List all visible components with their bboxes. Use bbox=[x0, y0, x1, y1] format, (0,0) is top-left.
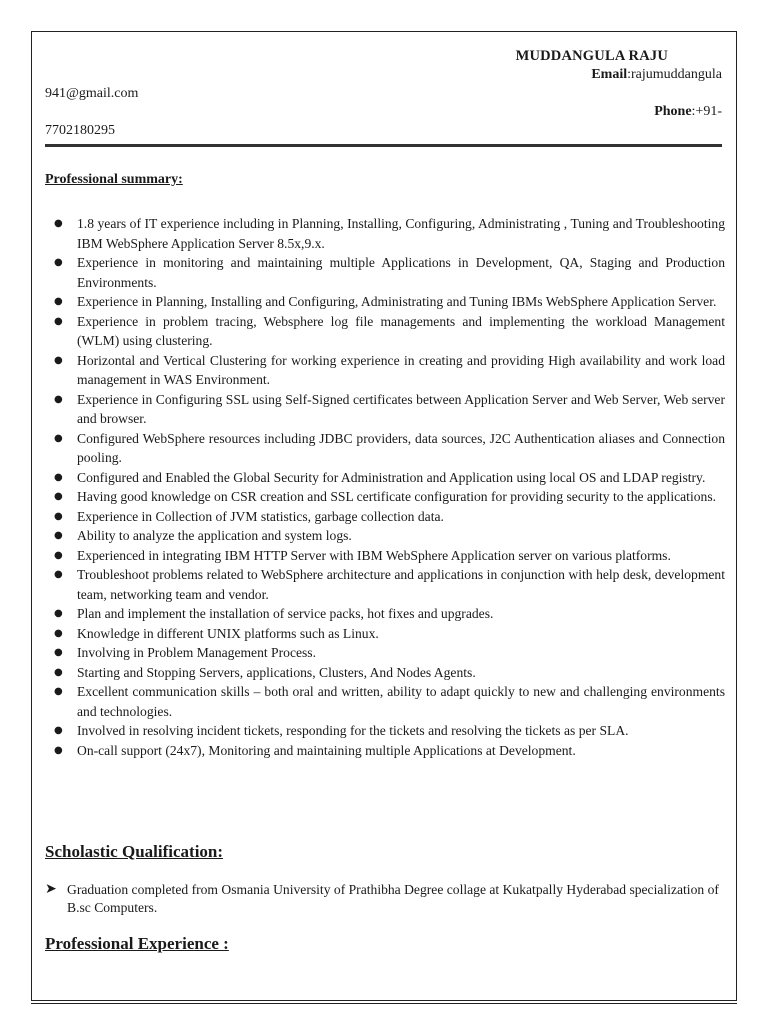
phone-label: Phone bbox=[654, 104, 692, 119]
summary-item: ● Experience in Collection of JVM statistics, garbage collection data. bbox=[45, 507, 725, 527]
summary-item: ● Plan and implement the installation of service packs, hot fixes and upgrades. bbox=[45, 604, 725, 624]
email-line bbox=[591, 67, 722, 83]
candidate-name: MUDDANGULA RAJU bbox=[515, 48, 668, 64]
summary-item: ● Knowledge in different UNIX platforms such as Linux. bbox=[45, 624, 725, 644]
qualification-item bbox=[45, 881, 723, 917]
summary-item: ● Involved in resolving incident tickets, responding for the tickets and resolving the tickets as per SLA. bbox=[45, 721, 725, 741]
summary-item: ● Horizontal and Vertical Clustering for working experience in creating and providing High availability and work load management in WAS Environment. bbox=[45, 351, 725, 390]
summary-item: ● Ability to analyze the application and system logs. bbox=[45, 526, 725, 546]
summary-item: ● Experience in Planning, Installing and Configuring, Administrating and Tuning IBMs WebSphere Application Server. bbox=[45, 292, 725, 312]
phone-line bbox=[654, 104, 722, 120]
summary-item: ● Excellent communication skills – both oral and written, ability to adapt quickly to new and challenging environments and technologies. bbox=[45, 682, 725, 721]
experience-heading: Professional Experience : bbox=[45, 934, 229, 953]
summary-item: ● Experience in Configuring SSL using Self-Signed certificates between Application Server and Web Server, Web server and browser. bbox=[45, 390, 725, 429]
summary-item: ● Experience in problem tracing, Websphere log file managements and implementing the workload Management (WLM) using clustering. bbox=[45, 312, 725, 351]
summary-item: ● Configured and Enabled the Global Security for Administration and Application using local OS and LDAP registry. bbox=[45, 468, 725, 488]
summary-list bbox=[45, 214, 725, 760]
arrow-bullet-icon: ➤ bbox=[45, 881, 57, 897]
email-value-part2: 941@gmail.com bbox=[45, 86, 139, 101]
summary-item: ● Having good knowledge on CSR creation and SSL certificate configuration for providing security to the applications. bbox=[45, 487, 725, 507]
header-divider bbox=[45, 144, 722, 147]
email-label: Email bbox=[591, 67, 628, 82]
summary-item: ● Experienced in integrating IBM HTTP Server with IBM WebSphere Application server on various platforms. bbox=[45, 546, 725, 566]
scholastic-heading: Scholastic Qualification: bbox=[45, 842, 224, 861]
email-value-part1: :rajumuddangula bbox=[627, 67, 722, 82]
page-bottom-line bbox=[31, 1003, 737, 1004]
summary-item: ● Configured WebSphere resources including JDBC providers, data sources, J2C Authentication aliases and Connection pooling. bbox=[45, 429, 725, 468]
summary-item: ● Involving in Problem Management Process. bbox=[45, 643, 725, 663]
phone-value-part2: 7702180295 bbox=[45, 123, 115, 138]
summary-item: ● Experience in monitoring and maintaining multiple Applications in Development, QA, Staging and Production Environments. bbox=[45, 253, 725, 292]
summary-heading: Professional summary: bbox=[45, 172, 183, 187]
summary-item: ● Troubleshoot problems related to WebSphere architecture and applications in conjunction with help desk, development team, networking team and vendor. bbox=[45, 565, 725, 604]
qualification-text: Graduation completed from Osmania University of Prathibha Degree collage at Kukatpally Hyderabad specialization of B.sc Computers. bbox=[67, 882, 719, 915]
summary-item: ● Starting and Stopping Servers, applications, Clusters, And Nodes Agents. bbox=[45, 663, 725, 683]
phone-value-part1: :+91- bbox=[691, 104, 722, 119]
summary-item: ● 1.8 years of IT experience including in Planning, Installing, Configuring, Administrating , Tuning and Troubleshooting IBM WebSphere Application Server 8.5x,9.x. bbox=[45, 214, 725, 253]
summary-item: ● On-call support (24x7), Monitoring and maintaining multiple Applications at Development. bbox=[45, 741, 725, 761]
